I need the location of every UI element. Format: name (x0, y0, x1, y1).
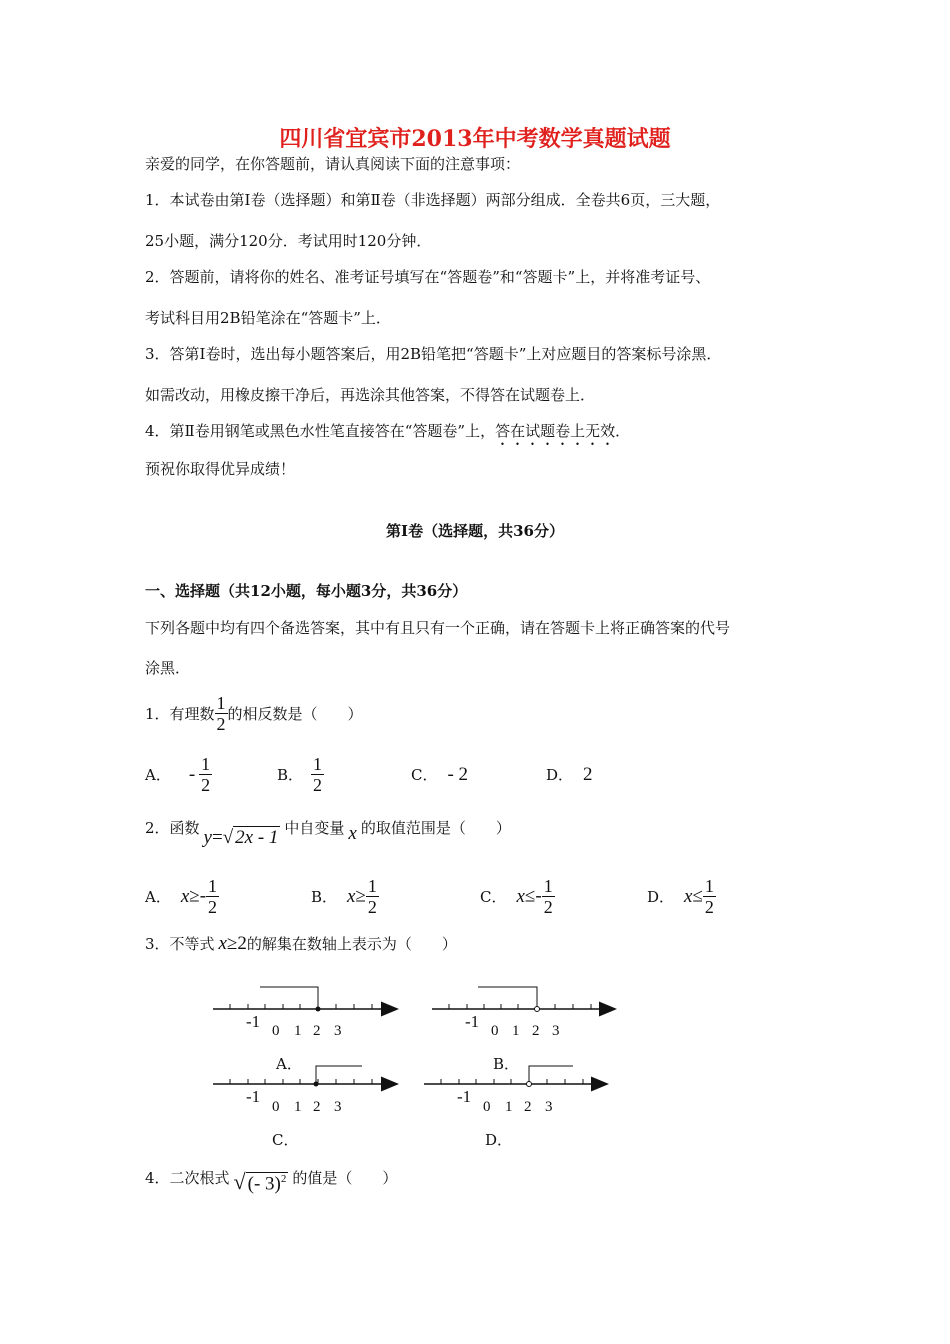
wish-text: 预祝你取得优异成绩！ (145, 460, 296, 478)
tick-1-d: 1 (505, 1099, 513, 1115)
tick-1-a: 1 (294, 1023, 302, 1039)
tick-1-c: 1 (294, 1099, 302, 1115)
tick-neg1-a: -1 (246, 1012, 261, 1031)
q1-option-c: C． - 2 (411, 764, 469, 785)
tick-0-c: 0 (272, 1099, 280, 1115)
note-4-emphasis: 答在试题卷上无效 (495, 422, 616, 440)
q2-radicand: 2x - 1 (235, 827, 279, 848)
q2-option-c: C． x≤- $\frac{1}{2}$ (480, 876, 553, 917)
section1-desc-b: 涂黑． (145, 659, 191, 677)
number-line-a (213, 987, 396, 1012)
q1-prefix: 1．有理数 (145, 705, 215, 723)
section1-title: 一、选择题（共12小题，每小题3分，共36分） (145, 582, 468, 600)
tick-0-a: 0 (272, 1023, 280, 1039)
note-2b: 考试科目用2B铅笔涂在“答题卡”上． (145, 309, 391, 327)
intro-text: 亲爱的同学，在你答题前，请认真阅读下面的注意事项： (145, 155, 521, 173)
q1-option-d: D． 2 (546, 764, 593, 785)
section1-desc-a: 下列各题中均有四个备选答案，其中有且只有一个正确，请在答题卡上将正确答案的代号 (145, 619, 731, 637)
tick-0-b: 0 (491, 1023, 499, 1039)
page-title: 四川省宜宾市2013年中考数学真题试题 (279, 126, 671, 152)
q1-option-a: A． - $\frac{1}{2}$ (145, 754, 211, 795)
q1-suffix: 的相反数是（ ） (227, 705, 363, 723)
tick-neg1-b: -1 (465, 1012, 480, 1031)
tick-2-d: 2 (524, 1099, 532, 1115)
q1-fraction: $\frac{1}{2}$ (216, 693, 226, 734)
tick-2-a: 2 (313, 1023, 321, 1039)
q4-exponent: 2 (280, 1172, 287, 1185)
note-3a: 3．答第Ⅰ卷时，选出每小题答案后，用2B铅笔把“答题卡”上对应题目的答案标号涂黑． (145, 345, 722, 363)
tick-3-d: 3 (545, 1099, 553, 1115)
tick-2-b: 2 (532, 1023, 540, 1039)
tick-1-b: 1 (512, 1023, 520, 1039)
question-2: 2．函数 y=√ 2x - 1 中自变量 x 的取值范围是（ ） (145, 819, 511, 848)
note-4-prefix: 4．第Ⅱ卷用钢笔或黑色水性笔直接答在“答题卷”上， (145, 422, 496, 440)
tick-3-c: 3 (334, 1099, 342, 1115)
note-1a: 1．本试卷由第Ⅰ卷（选择题）和第Ⅱ卷（非选择题）两部分组成．全卷共6页，三大题， (145, 191, 721, 209)
q3-label-c: C． (272, 1131, 299, 1149)
q2-option-d: D． x≤ $\frac{1}{2}$ (647, 876, 714, 917)
number-line-c (213, 1066, 396, 1087)
tick-3-a: 3 (334, 1023, 342, 1039)
q3-label-b: B． (493, 1055, 520, 1073)
tick-neg1-d: -1 (457, 1087, 472, 1106)
question-3: 3．不等式 x≥2的解集在数轴上表示为（ ） (145, 933, 457, 954)
q2-option-b: B． x≥ $\frac{1}{2}$ (311, 876, 377, 917)
q3-label-d: D． (485, 1131, 513, 1149)
q3-label-a: A． (276, 1055, 302, 1073)
q1-option-b: B． $\frac{1}{2}$ (277, 754, 323, 795)
note-2a: 2．答题前，请将你的姓名、准考证号填写在“答题卷”和“答题卡”上，并将准考证号、 (145, 268, 711, 286)
note-1b: 25小题，满分120分．考试用时120分钟． (145, 232, 432, 250)
note-4-suffix: ． (615, 422, 631, 440)
question-4: 4．二次根式 √ (- 3)$^2$ 的值是（ ） (145, 1169, 398, 1194)
number-line-b (432, 987, 614, 1012)
tick-0-d: 0 (483, 1099, 491, 1115)
tick-neg1-c: -1 (246, 1087, 261, 1106)
part1-title: 第Ⅰ卷（选择题，共36分） (386, 522, 564, 540)
tick-3-b: 3 (552, 1023, 560, 1039)
note-3b: 如需改动，用橡皮擦干净后，再选涂其他答案，不得答在试题卷上． (145, 386, 596, 404)
q2-option-a: A． x≥- $\frac{1}{2}$ (145, 876, 218, 917)
q4-radicand: (- 3) (247, 1173, 281, 1194)
tick-2-c: 2 (313, 1099, 321, 1115)
